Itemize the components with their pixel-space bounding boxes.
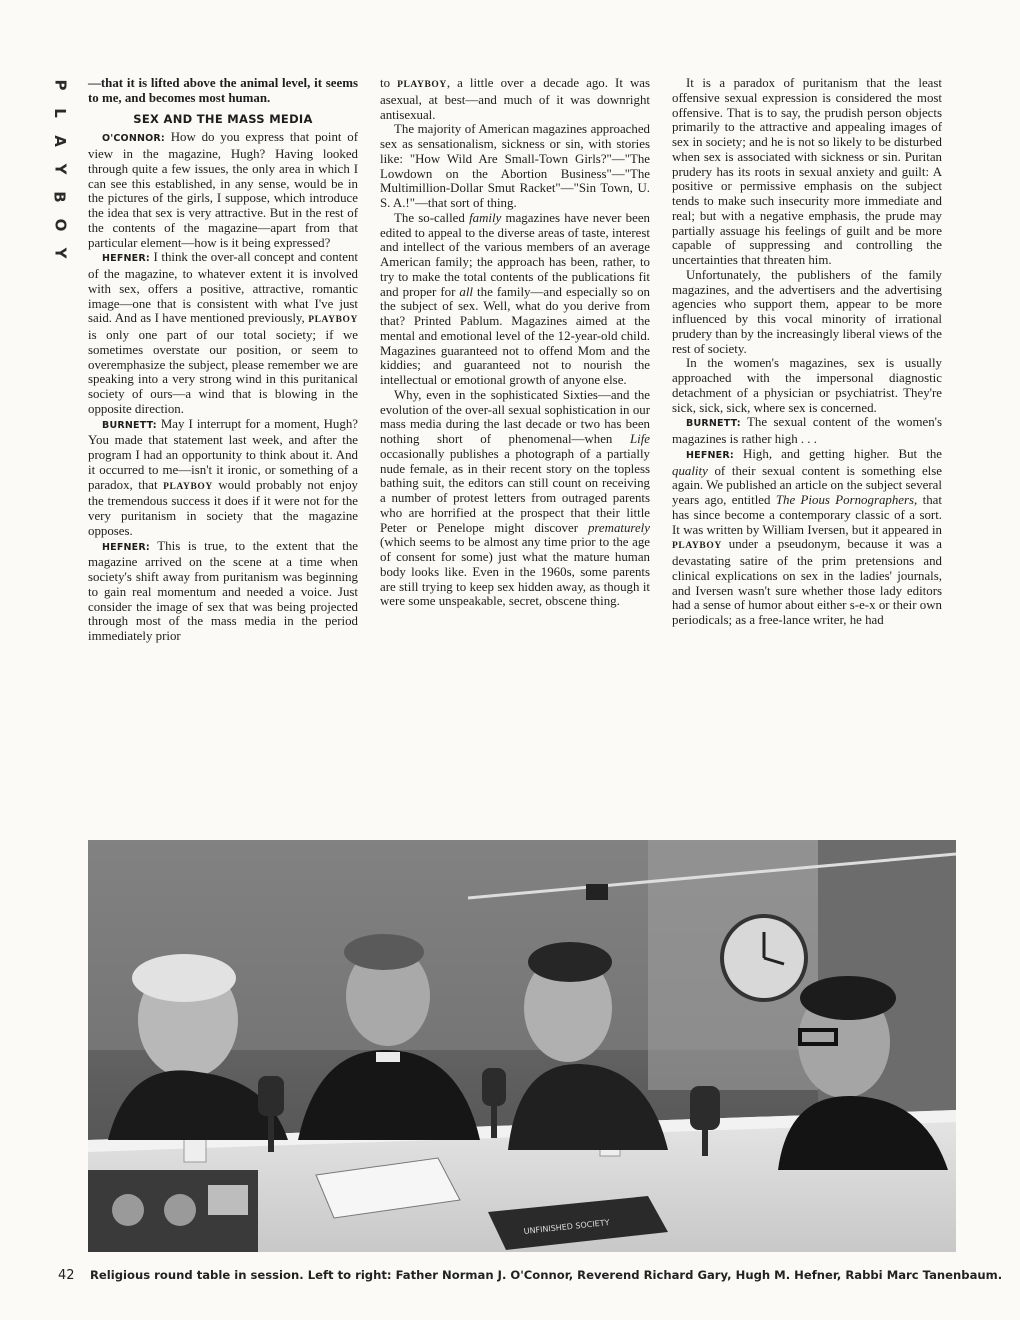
speaker-label: BURNETT:: [102, 419, 157, 431]
round-table-photo: [88, 840, 956, 1252]
paragraph: Why, even in the sophisticated Sixties—and the evolution of the over-all sexual sophistication in our mass media during the last decade or two has been nothing short of phenomenal—when Life occasionally publishes a photograph of a partially nude female, as in their recent story on the topless bathing suit, the editors can still count on receiving a number of protest letters from outraged parents who are horrified at the prospect that their little Peter or Penelope might discover prematurely (which seems to be almost any time prior to the age of consent for some) just what the mature human body looks like. Even in the 1960s, some parents are still trying to keep sex hidden away, as though it were some unspeakable, secret, obscene thing.: [380, 387, 650, 609]
speaker-label: HEFNER:: [102, 253, 150, 265]
speaker-label: HEFNER:: [686, 449, 734, 461]
paragraph: to PLAYBOY, a little over a decade ago. It was asexual, at best—and much of it was downright antisexual.: [380, 76, 650, 122]
side-title-letter: Y: [51, 163, 69, 175]
section-heading: SEX AND THE MASS MEDIA: [133, 111, 313, 126]
paragraph: The majority of American magazines approached sex as sensationalism, sickness or sin, with stories like: "How Wild Are Small-Town Girls?"—"The Lowdown on the Abortion Business"—"The Multimillion-Dollar Smut Racket"—"Sin Town, U. S. A.!"—that sort of thing.: [380, 122, 650, 210]
paragraph: The so-called family magazines have never been edited to appeal to the diverse areas of taste, interest and intellect of the various members of an average American family; the approach has been, rather, to try to make the total contents of the publications fit and proper for all the family—and especially so on the subject of sex. Well, what do you derive from that? Printed Pablum. Magazines aimed at the mental and emotional level of the 12-year-old child. Magazines guaranteed not to offend Mom and the kiddies; and guaranteed not to nourish the intellectual or emotional growth of anyone else.: [380, 210, 651, 387]
paragraph: BURNETT: May I interrupt for a moment, Hugh? You made that statement last week, and after the program I had an opportunity to think about it. And it occurred to me—isn't it ironic, or something of a paradox, that PLAYBOY would probably not enjoy the tremendous success it does if it were not for the very puritanism in society that the magazine opposes.: [88, 416, 358, 538]
paragraph: BURNETT: The sexual content of the women's magazines is rather high . . .: [672, 415, 942, 446]
paragraph: HEFNER: I think the over-all concept and content of the magazine, to whatever extent it is involved with sex, offers a positive, attractive, romantic image—one that is consistent with what I've just said. And as I have mentioned previously, PLAYBOY is only one part of our total society; if we sometimes overstate our position, or seem to overemphasize the subject, please remember we are speaking into a very strong wind in this puritanical society of ours—a wind that is blowing in the opposite direction.: [88, 250, 358, 416]
side-title-letter: A: [50, 135, 69, 147]
paragraph: It is a paradox of puritanism that the least offensive sexual expression is considered the most offensive. That is to say, the prudish person objects primarily to the attractive and appealing images of sex in society; and he is not so likely to be disturbed when sex is associated with sickness or sin. Puritan prudery has its roots in sexual anxiety and guilt: A positive or permissive emphasis on the subject tends to make such insecurity more immediate and real; but with a negative emphasis, the prude may partially assuage his feelings of guilt and be more capable of suppressing and controlling the uncertainties that threaten him.: [672, 76, 942, 267]
magazine-name: PLAYBOY: [163, 481, 213, 492]
magazine-name: PLAYBOY: [397, 80, 447, 90]
side-title-letter: O: [50, 218, 69, 232]
paragraph: HEFNER: High, and getting higher. But the quality of their sexual content is something else again. We published an article on the subject several years ago, entitled The Pious Pornographers, that has since become a contemporary classic of a sort. It was written by William Iversen, but it appeared in PLAYBOY under a pseudonym, because it was a devastating satire of the prim pretensions and clinical explications on sex in the ladies' journals, and Iversen wasn't sure whether those lady editors had a sense of humor about either s-e-x or their own periodicals; as a free-lance writer, he had: [672, 446, 942, 627]
paragraph: Unfortunately, the publishers of the family magazines, and the advertisers and the advertising agencies who support them, appear to be more influenced by this vocal minority of irrational prudery than by the increasingly liberal views of the rest of society.: [672, 267, 942, 356]
book-label: UNFINISHED SOCIETY: [523, 1218, 610, 1236]
magazine-name: PLAYBOY: [308, 315, 358, 326]
paragraph: O'CONNOR: How do you express that point of view in the magazine, Hugh? Having looked through quite a few issues, the only area in which I can see this established, in any sense, would be in the pictures of the girls, I suppose, which introduce the idea that sex is very attractive. But in the rest of the contents of the magazine—apart from that particular element—how is it being expressed?: [88, 130, 358, 250]
speaker-label: O'CONNOR:: [102, 133, 165, 145]
magazine-name: PLAYBOY: [672, 541, 722, 552]
side-title: [48, 78, 72, 260]
page-number: 42: [58, 1268, 75, 1283]
column-1: [88, 76, 358, 644]
photo-caption: Religious round table in session. Left to right: Father Norman J. O'Connor, Reverend Richard Gary, Hugh M. Hefner, Rabbi Marc Tanenbaum.: [90, 1268, 1003, 1282]
side-title-letter: B: [51, 191, 69, 203]
speaker-label: BURNETT:: [686, 418, 741, 430]
paragraph: —that it is lifted above the animal level, it seems to me, and becomes most human.: [88, 76, 358, 105]
side-title-letter: Y: [51, 247, 69, 259]
photo-icon: [88, 840, 956, 1252]
column-3: [672, 76, 942, 628]
side-title-letter: L: [51, 108, 69, 118]
speaker-label: HEFNER:: [102, 541, 150, 553]
paragraph: In the women's magazines, sex is usually approached with the impersonal diagnostic detachment of a physician or psychiatrist. They're sick, sick, sick, where sex is concerned.: [672, 356, 942, 415]
column-2: [380, 76, 650, 609]
paragraph: HEFNER: This is true, to the extent that the magazine arrived on the scene at a time when society's shift away from puritanism was beginning to gain real momentum and needed a voice. Just consider the image of sex that was being projected through most of the mass media in the period immediately prior: [88, 538, 358, 643]
side-title-letter: P: [51, 79, 69, 91]
